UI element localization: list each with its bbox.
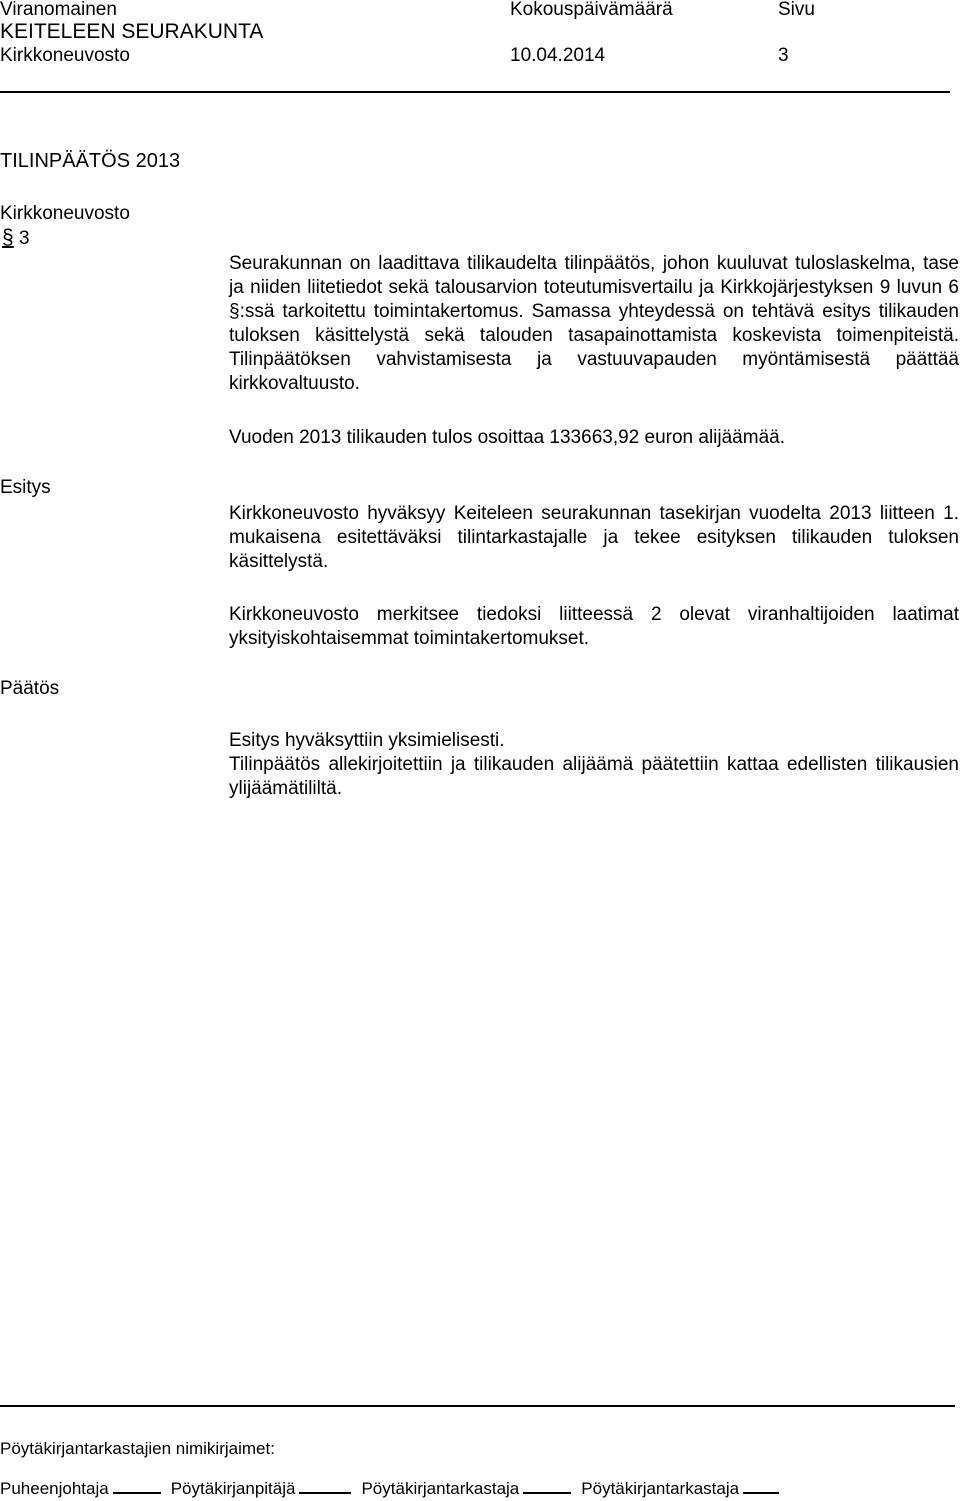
role-inspector-2: Pöytäkirjantarkastaja [581,1479,740,1498]
paragraph-sign: § [2,226,14,249]
paragraph-number-value: 3 [18,228,30,249]
chair-initials-line [113,1492,161,1494]
decision-line-1: Esitys hyväksyttiin yksimielisesti. [229,730,505,751]
inspector-1-initials-line [523,1492,571,1494]
footer-rule [0,1405,955,1407]
organization-name: KEITELEEN SEURAKUNTA [0,20,264,43]
result-statement: Vuoden 2013 tilikauden tulos osoittaa 133663,92 euron alijäämää. [229,427,785,448]
initials-label: Pöytäkirjantarkastajien nimikirjaimet: [0,1439,275,1458]
header-meeting-date-value: 10.04.2014 [510,45,606,66]
role-secretary: Pöytäkirjanpitäjä [170,1479,296,1498]
section-body-name: Kirkkoneuvosto [0,203,130,224]
paragraph-number [2,226,30,251]
header-authority-label: Viranomainen [0,0,117,20]
header-page-number: 3 [778,45,789,66]
signature-roles [0,1477,789,1501]
decision-label: Päätös [0,678,60,699]
decision-line-2: Tilinpäätös allekirjoitettiin ja tilikauden alijäämä päätettiin kattaa edellisten tilikausien ylijäämätililtä. [229,754,959,799]
proposal-text-1: Kirkkoneuvosto hyväksyy Keiteleen seurakunnan tasekirjan vuodelta 2013 liitteen 1. mukaisena esitettäväksi tilintarkastajalle ja tekee esityksen tilikauden tuloksen käsittelystä. [229,503,959,572]
intro-paragraph: Seurakunnan on laadittava tilikaudelta tilinpäätös, johon kuuluvat tuloslaskelma, tase ja niiden liitetiedot sekä talousarvion toteutumisvertailu ja Kirkkojärjestyksen 9 luvun 6 §:ssä tarkoitettu toimintakertomus. Samassa yhteydessä on tehtävä esitys tilikauden tuloksen käsittelystä sekä talouden tasapainottamista koskevista toimenpiteistä. Tilinpäätöksen vahvistamisesta ja vastuuvapauden myöntämisestä päättää kirkkovaltuusto. [229,253,959,394]
header-rule [0,91,950,93]
secretary-initials-line [299,1492,351,1494]
role-chair: Puheenjohtaja [0,1479,109,1498]
header-authority-value: Kirkkoneuvosto [0,45,130,66]
proposal-label: Esitys [0,477,51,498]
header-page-label: Sivu [778,0,815,20]
inspector-2-initials-line [743,1492,779,1494]
section-title: TILINPÄÄTÖS 2013 [0,150,181,172]
role-inspector-1: Pöytäkirjantarkastaja [361,1479,520,1498]
proposal-text-2: Kirkkoneuvosto merkitsee tiedoksi liitteessä 2 olevat viranhaltijoiden laatimat yksityiskohtaisemmat toimintakertomukset. [229,604,959,649]
header-meeting-date-label: Kokouspäivämäärä [510,0,673,20]
